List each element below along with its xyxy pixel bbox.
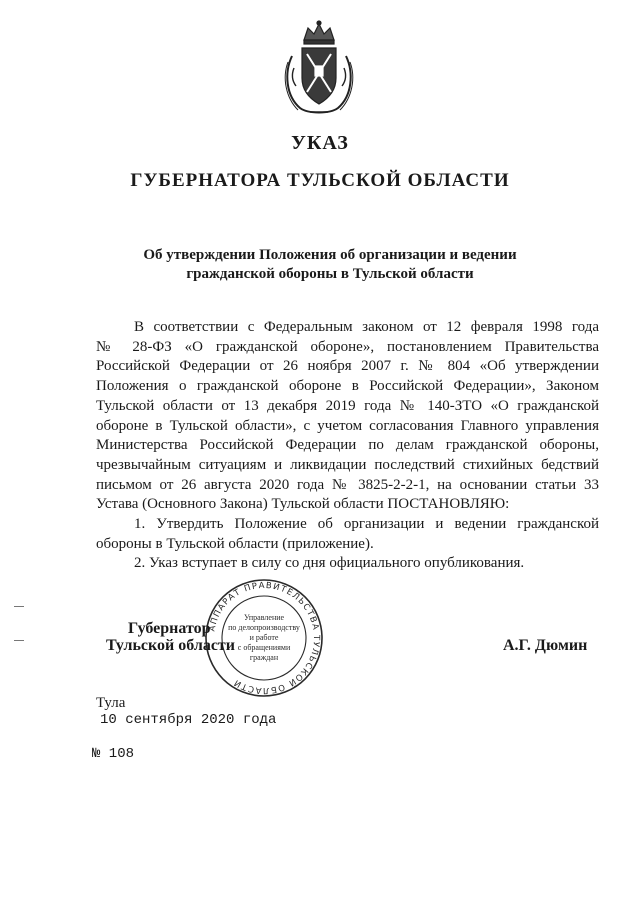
signatory-name: А.Г. Дюмин: [503, 637, 588, 654]
stamp-center-line: по делопроизводству: [228, 623, 300, 632]
preamble-line: Положения о гражданской обороне в Российской Федерации», Законом: [96, 378, 599, 395]
preamble-line: Министерства Российской Федерации по делам гражданской обороны,: [96, 437, 599, 454]
preamble-line: В соответствии с Федеральным законом от 12 февраля 1998 года: [134, 319, 599, 335]
issuer-title: ГУБЕРНАТОРА ТУЛЬСКОЙ ОБЛАСТИ: [130, 170, 510, 191]
item-1-line: 1. Утвердить Положение об организации и ведении гражданской: [134, 516, 599, 533]
signatory-position-line-1: Губернатор: [128, 620, 211, 637]
issue-date: 10 сентября 2020 года: [100, 712, 277, 728]
preamble-line: Устава (Основного Закона) Тульской области ПОСТАНОВЛЯЮ:: [96, 496, 510, 513]
document-type-title: УКАЗ: [291, 132, 349, 154]
preamble-line: Тульской области от 13 декабря 2019 года № 140-ЗТО «О гражданской: [96, 397, 599, 414]
subject-line-2: гражданской обороны в Тульской области: [186, 266, 474, 282]
preamble-line: № 28-ФЗ «О гражданской обороне», постановлением Правительства: [96, 338, 599, 355]
stamp-center-line: граждан: [249, 653, 279, 662]
preamble-line: обороне в Тульской области», с учетом согласования Главного управления: [96, 417, 599, 434]
stamp-center-line: Управление: [243, 613, 285, 622]
preamble-line: чрезвычайным ситуациям и ликвидации последствий стихийных бедствий: [96, 456, 599, 473]
coat-of-arms-icon: [280, 18, 358, 118]
paragraph-item-2: [96, 554, 599, 574]
document-number: № 108: [92, 746, 135, 762]
signatory-position-line-2: Тульской области: [106, 637, 235, 654]
stamp-ring-text: АППАРАТ ПРАВИТЕЛЬСТВА ТУЛЬСКОЙ ОБЛАСТИ: [207, 580, 322, 696]
document-subject: [110, 246, 550, 284]
document-body: [96, 318, 599, 574]
issue-city: Тула: [96, 695, 126, 711]
item-1-line: обороны в Тульской области (приложение).: [96, 535, 374, 552]
preamble-line: Российской Федерации от 26 ноября 2007 г. № 804 «Об утверждении: [96, 358, 599, 375]
stamp-center-line: и работе: [249, 633, 279, 642]
stamp-center-line: с обращениями: [237, 643, 291, 652]
paragraph-item-1: [96, 515, 599, 554]
margin-mark: [14, 606, 24, 607]
subject-line-1: Об утверждении Положения об организации и ведении: [143, 247, 517, 263]
preamble-line: письмом от 26 августа 2020 года № 3825-2-2-1, на основании статьи 33: [96, 476, 599, 493]
item-2-line: 2. Указ вступает в силу со дня официального опубликования.: [134, 555, 525, 572]
paragraph-preamble: [96, 318, 599, 515]
margin-mark: [14, 640, 24, 641]
